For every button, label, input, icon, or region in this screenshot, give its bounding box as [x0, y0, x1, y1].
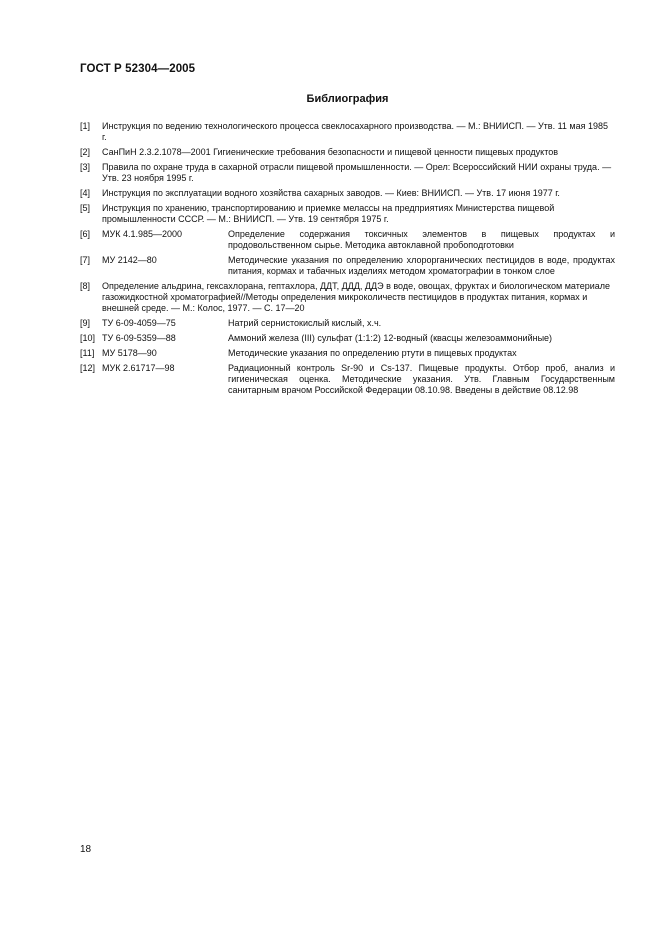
entry-description: Методические указания по определению ртути в пищевых продуктах	[228, 348, 517, 358]
bibliography-entry	[80, 363, 615, 396]
entry-number: [5]	[80, 203, 91, 213]
entry-text: Определение альдрина, гексахлорана, гептахлора, ДДТ, ДДД, ДДЭ в воде, овощах, фруктах и биологическом материале газожидкостной хроматографией//Методы определения микроколичеств пестицидов в продуктах питания, кормах и внешней среде. — М.: Колос, 1977. — С. 17—20	[102, 281, 611, 313]
bibliography-entry	[80, 203, 615, 225]
bibliography-list	[80, 121, 615, 400]
entry-number: [12]	[80, 363, 96, 373]
entry-text: Инструкция по ведению технологического процесса свеклосахарного производства. — М.: ВНИИСП. — Утв. 11 мая 1985 г.	[102, 121, 608, 142]
entry-description: Определение содержания токсичных элементов в пищевых продуктах и продовольственном сырье. Методика автоклавной пробоподготовки	[228, 229, 615, 250]
entry-code: МУК 2.61717—98	[102, 363, 175, 373]
entry-description: Аммоний железа (III) сульфат (1:1:2) 12-водный (квасцы железоаммонийные)	[228, 333, 553, 343]
entry-text: Правила по охране труда в сахарной отрасли пищевой промышленности. — Орел: Всероссийский НИИ охраны труда. — Утв. 23 ноября 1995 г.	[102, 162, 612, 183]
entry-number: [11]	[80, 348, 95, 358]
bibliography-entry	[80, 147, 615, 158]
entry-code: МУ 5178—90	[102, 348, 157, 358]
entry-code: МУ 2142—80	[102, 255, 157, 265]
entry-description: Радиационный контроль Sr-90 и Cs-137. Пищевые продукты. Отбор проб, анализ и гигиеническая оценка. Методические указания. Утв. Главным Государственным санитарным врачом Российской Федерации 08.10.98. Введены в действие 08.12.98	[228, 363, 615, 395]
entry-number: [4]	[80, 188, 91, 198]
entry-number: [8]	[80, 281, 91, 291]
entry-number: [10]	[80, 333, 96, 343]
bibliography-entry	[80, 255, 615, 277]
entry-text: Инструкция по эксплуатации водного хозяйства сахарных заводов. — Киев: ВНИИСП. — Утв. 17 июня 1977 г.	[102, 188, 560, 198]
entry-number: [3]	[80, 162, 91, 172]
bibliography-entry	[80, 333, 615, 344]
bibliography-entry	[80, 348, 615, 359]
document-header: ГОСТ Р 52304—2005	[80, 63, 196, 75]
bibliography-entry	[80, 229, 615, 251]
entry-description: Методические указания по определению хлорорганических пестицидов в воде, продуктах питания, кормах и табачных изделиях методом хроматографии в тонком слое	[228, 255, 615, 276]
entry-code: ТУ 6-09-4059—75	[102, 318, 176, 328]
entry-text: Инструкция по хранению, транспортированию и приемке мелассы на предприятиях Министерства пищевой промышленности СССР. — М.: ВНИИСП. — Утв. 19 сентября 1975 г.	[102, 203, 555, 224]
page-number: 18	[80, 844, 92, 855]
bibliography-entry	[80, 188, 615, 199]
entry-number: [7]	[80, 255, 91, 265]
bibliography-entry	[80, 318, 615, 329]
entry-number: [6]	[80, 229, 91, 239]
entry-number: [1]	[80, 121, 91, 131]
entry-code: ТУ 6-09-5359—88	[102, 333, 176, 343]
entry-description: Натрий сернистокислый кислый, х.ч.	[228, 318, 382, 328]
bibliography-entry	[80, 162, 615, 184]
entry-number: [9]	[80, 318, 91, 328]
section-title: Библиография	[306, 93, 389, 105]
entry-code: МУК 4.1.985—2000	[102, 229, 183, 239]
entry-text: СанПиН 2.3.2.1078—2001 Гигиенические требования безопасности и пищевой ценности пищевых продуктов	[102, 147, 559, 157]
entry-number: [2]	[80, 147, 91, 157]
bibliography-entry	[80, 281, 615, 314]
bibliography-entry	[80, 121, 615, 143]
